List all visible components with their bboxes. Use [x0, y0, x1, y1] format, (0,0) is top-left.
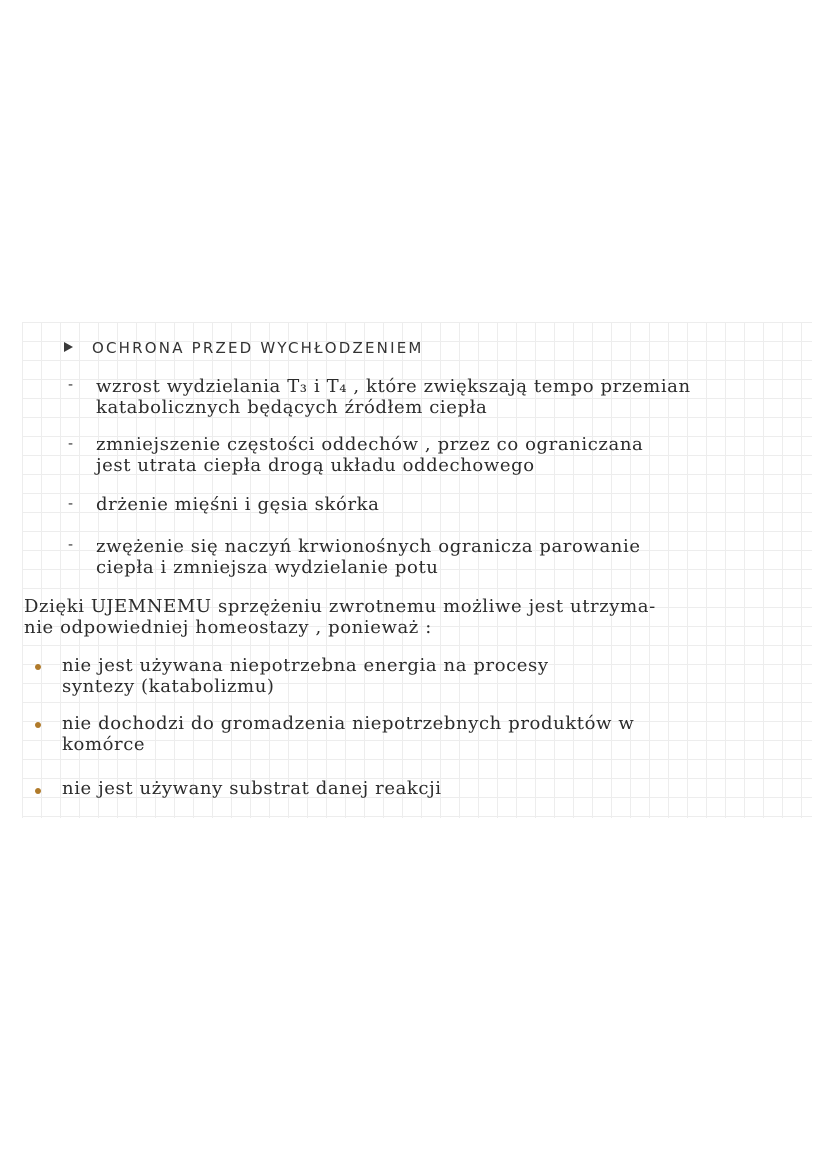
dot-item-3-line-1: nie jest używany substrat danej reakcji: [62, 778, 442, 799]
dot-bullet-icon: [35, 788, 41, 794]
triangle-bullet-icon: [64, 342, 73, 352]
section-heading: OCHRONA PRZED WYCHŁODZENIEM: [92, 339, 424, 357]
dot-item-2-line-1: nie dochodzi do gromadzenia niepotrzebnych produktów w: [62, 713, 635, 734]
intro-line-1: Dzięki UJEMNEMU sprzężeniu zwrotnemu możliwe jest utrzyma-: [24, 596, 656, 617]
dot-item-2-line-2: komórce: [62, 734, 146, 755]
dash-item-4-line-2: ciepła i zmniejsza wydzielanie potu: [96, 557, 439, 578]
dash-marker: -: [68, 436, 74, 452]
dash-marker: -: [68, 377, 74, 393]
dash-item-3-line-1: drżenie mięśni i gęsia skórka: [96, 494, 380, 515]
dash-item-4-line-1: zwężenie się naczyń krwionośnych ogranicza parowanie: [96, 536, 641, 557]
dash-marker: -: [68, 537, 74, 553]
dash-item-1-line-2: katabolicznych będących źródłem ciepła: [96, 397, 488, 418]
dot-item-1-line-1: nie jest używana niepotrzebna energia na procesy: [62, 655, 549, 676]
dot-item-1-line-2: syntezy (katabolizmu): [62, 676, 275, 697]
dash-item-2-line-1: zmniejszenie częstości oddechów , przez co ograniczana: [96, 434, 644, 455]
dash-marker: -: [68, 496, 74, 512]
dash-item-2-line-2: jest utrata ciepła drogą układu oddechowego: [96, 455, 535, 476]
dot-bullet-icon: [35, 722, 41, 728]
intro-line-2: nie odpowiedniej homeostazy , ponieważ :: [24, 617, 432, 638]
dot-bullet-icon: [35, 664, 41, 670]
dash-item-1-line-1: wzrost wydzielania T₃ i T₄ , które zwiększają tempo przemian: [96, 376, 691, 397]
